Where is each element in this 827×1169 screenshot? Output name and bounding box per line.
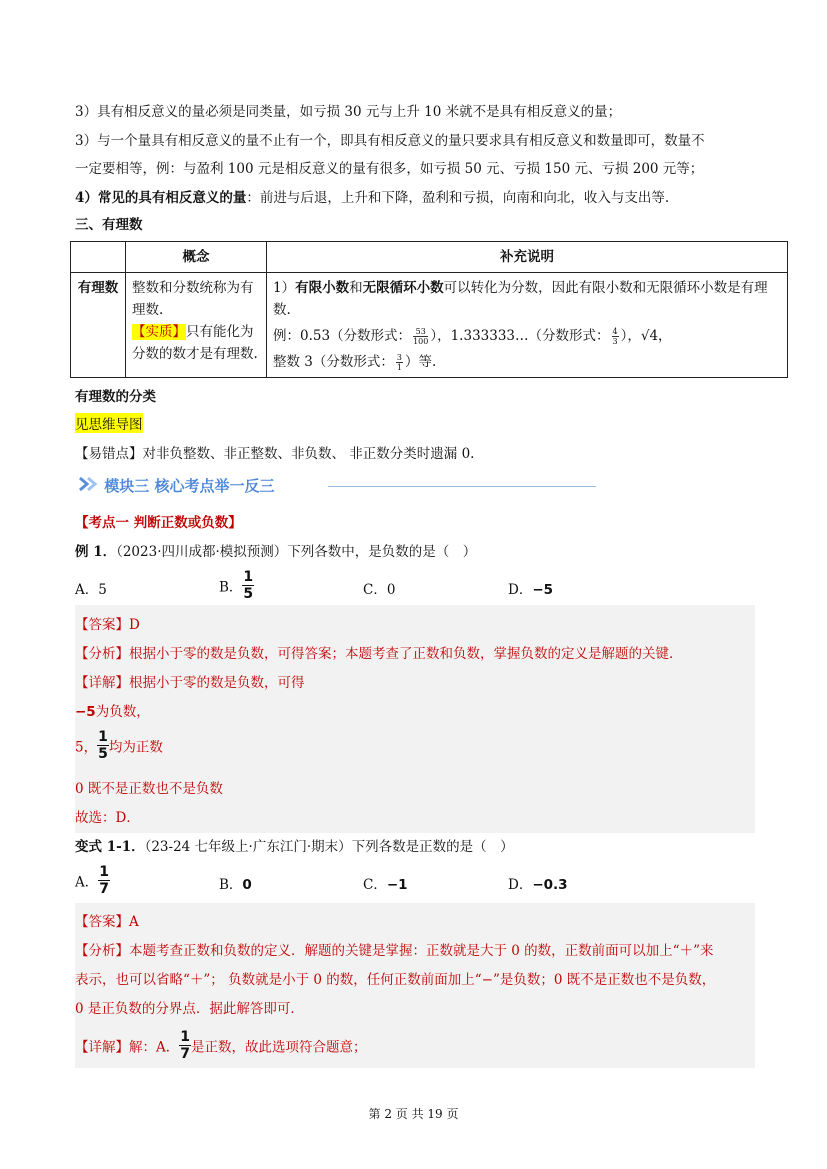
- fraction-numerator: 4: [612, 327, 618, 336]
- supplement-cell: [267, 273, 788, 378]
- fraction-53-100: [413, 327, 428, 346]
- variant-1-1-question: [75, 835, 514, 855]
- fraction-numerator: 3: [396, 353, 402, 362]
- question-text: （2023·四川成都·模拟预测）下列各数中，是负数的是（ ）: [116, 544, 477, 560]
- option-prefix: D．: [508, 582, 533, 598]
- table-header-row: [71, 242, 788, 273]
- option-value: −5: [532, 582, 554, 598]
- positive-prefix: 5，: [75, 739, 98, 756]
- mindmap-link[interactable]: 见思维导图: [75, 413, 143, 433]
- variant-label: 变式 1-1．: [75, 839, 145, 855]
- point-4-label: 4）常见的具有相反意义的量: [75, 190, 247, 206]
- module-title: 模块三 核心考点举一反三: [104, 477, 275, 495]
- answer: 【答案】A: [75, 914, 139, 930]
- choose-answer: 故选：D．: [75, 810, 140, 826]
- module-divider: [328, 486, 596, 487]
- example-1-solution-box: [75, 605, 755, 833]
- point-3b-line1: 3）与一个量具有相反意义的量不止有一个，即具有相反意义的量只要求具有相反意义和数量即可，数量不: [75, 133, 705, 149]
- fraction-denominator: 5: [243, 586, 254, 602]
- point-3b-line2: 一定要相等，例：与盈利 100 元是相反意义的量有很多，如亏损 50 元、亏损 150 元、亏损 200 元等；: [75, 161, 704, 177]
- fraction-denominator: 1: [396, 363, 402, 372]
- concept-cell: [126, 273, 267, 378]
- row-label: 有理数: [71, 273, 126, 378]
- example2-prefix: 整数 3（分数形式：: [273, 354, 394, 370]
- repeating-decimal: 无限循环小数: [362, 280, 444, 296]
- example-end: ），√4，: [620, 328, 672, 344]
- option-prefix: C．: [363, 877, 387, 893]
- example-prefix: 例：0.53（分数形式：: [273, 328, 412, 344]
- table-row: [71, 273, 788, 378]
- fraction-numerator: 1: [99, 864, 109, 880]
- fraction-numerator: 1: [243, 569, 254, 585]
- analysis-line-2: 表示，也可以省略“＋”； 负数就是小于 0 的数，任何正数前面加上“−”是负数；0 既不是正数也不是负数，: [75, 972, 716, 988]
- section-title: 三、有理数: [75, 217, 143, 233]
- detail-text: 是正数，故此选项符合题意；: [191, 1039, 367, 1056]
- option-b[interactable]: [219, 873, 252, 893]
- negative-value: −5: [75, 704, 96, 720]
- fraction-denominator: 3: [612, 337, 618, 346]
- answer: 【答案】D: [75, 617, 140, 633]
- mistake-note: 【易错点】对非负整数、非正整数、非负数、 非正数分类时遗漏 0.: [75, 446, 475, 462]
- question-text: （23-24 七年级上·广东江门·期末）下列各数是正数的是（ ）: [144, 839, 514, 855]
- point-4: [75, 186, 669, 206]
- fraction-1-7: [98, 864, 110, 897]
- example-label: 例 1．: [75, 544, 117, 560]
- detail: 【详解】根据小于零的数是负数，可得: [75, 675, 305, 691]
- option-c[interactable]: [363, 873, 408, 893]
- negative-text: 为负数，: [95, 704, 150, 720]
- analysis-line-1: 【分析】本题考查正数和负数的定义．解题的关键是掌握：正数就是大于 0 的数，正数前面可以加上“＋”来: [75, 943, 714, 959]
- negative-statement: [75, 700, 150, 720]
- option-value: 0: [242, 877, 252, 893]
- option-prefix: B．: [219, 877, 243, 893]
- detail: [75, 1029, 367, 1062]
- positive-text: 均为正数: [108, 739, 163, 756]
- detail-prefix: 【详解】解：A．: [75, 1039, 180, 1056]
- supplement-rest: 可以转化为分数，因此有限小数和无限循环小数是有理数.: [273, 280, 768, 318]
- option-c[interactable]: C．0: [363, 582, 396, 598]
- option-a[interactable]: [75, 864, 110, 897]
- option-value: −1: [386, 877, 408, 893]
- header-concept: 概念: [126, 242, 267, 273]
- example-1-question: [75, 540, 476, 560]
- definition-text: 整数和分数统称为有理数.: [132, 280, 254, 318]
- positive-statement: [75, 729, 163, 762]
- fraction-denominator: 100: [413, 337, 429, 346]
- fraction-1-5: [97, 729, 109, 762]
- kaodian-title: 【考点一 判断正数或负数】: [75, 515, 242, 531]
- header-supplement: 补充说明: [267, 242, 788, 273]
- supplement-prefix: 1）: [273, 280, 296, 296]
- supplement-and: 和: [349, 280, 363, 296]
- module-header: [78, 475, 275, 496]
- fraction-3-1: [396, 353, 403, 372]
- finite-decimal: 有限小数: [295, 280, 350, 296]
- zero-statement: 0 既不是正数也不是负数: [75, 781, 223, 797]
- fraction-4-3: [612, 327, 619, 346]
- fraction-1-5: [242, 569, 254, 602]
- fraction-numerator: 53: [413, 327, 428, 337]
- option-prefix: D．: [508, 877, 533, 893]
- fraction-1-7: [179, 1029, 191, 1062]
- example2-end: ）等.: [404, 354, 437, 370]
- option-value: −0.3: [532, 877, 568, 893]
- essence-text: 只有能化为分数的数才是有理数.: [132, 324, 258, 362]
- double-chevron-icon: [78, 476, 100, 496]
- rational-number-table: [70, 241, 788, 378]
- fraction-numerator: 1: [180, 1029, 190, 1045]
- essence-tag: 【实质】: [132, 324, 186, 340]
- option-a[interactable]: A．5: [75, 582, 107, 598]
- option-prefix: A．: [75, 874, 99, 891]
- fraction-denominator: 7: [180, 1046, 190, 1062]
- analysis-line-3: 0 是正负数的分界点．据此解答即可．: [75, 1001, 304, 1017]
- option-d[interactable]: [508, 873, 568, 893]
- point-3a: 3）具有相反意义的量必须是同类量，如亏损 30 元与上升 10 米就不是具有相反意义的量；: [75, 104, 622, 120]
- classification-title: 有理数的分类: [75, 389, 156, 405]
- option-b[interactable]: [219, 569, 254, 602]
- fraction-denominator: 7: [99, 881, 109, 897]
- point-4-text: ：前进与后退，上升和下降，盈利和亏损，向南和向北，收入与支出等.: [246, 190, 670, 206]
- example-mid: ），1.333333…（分数形式：: [430, 328, 610, 344]
- option-prefix: B．: [219, 579, 243, 596]
- fraction-denominator: 5: [98, 746, 108, 762]
- fraction-numerator: 1: [98, 729, 108, 745]
- page-footer: 第 2 页 共 19 页: [368, 1107, 459, 1121]
- option-d[interactable]: [508, 578, 553, 598]
- analysis: 【分析】根据小于零的数是负数，可得答案；本题考查了正数和负数，掌握负数的定义是解题的关键．: [75, 646, 683, 662]
